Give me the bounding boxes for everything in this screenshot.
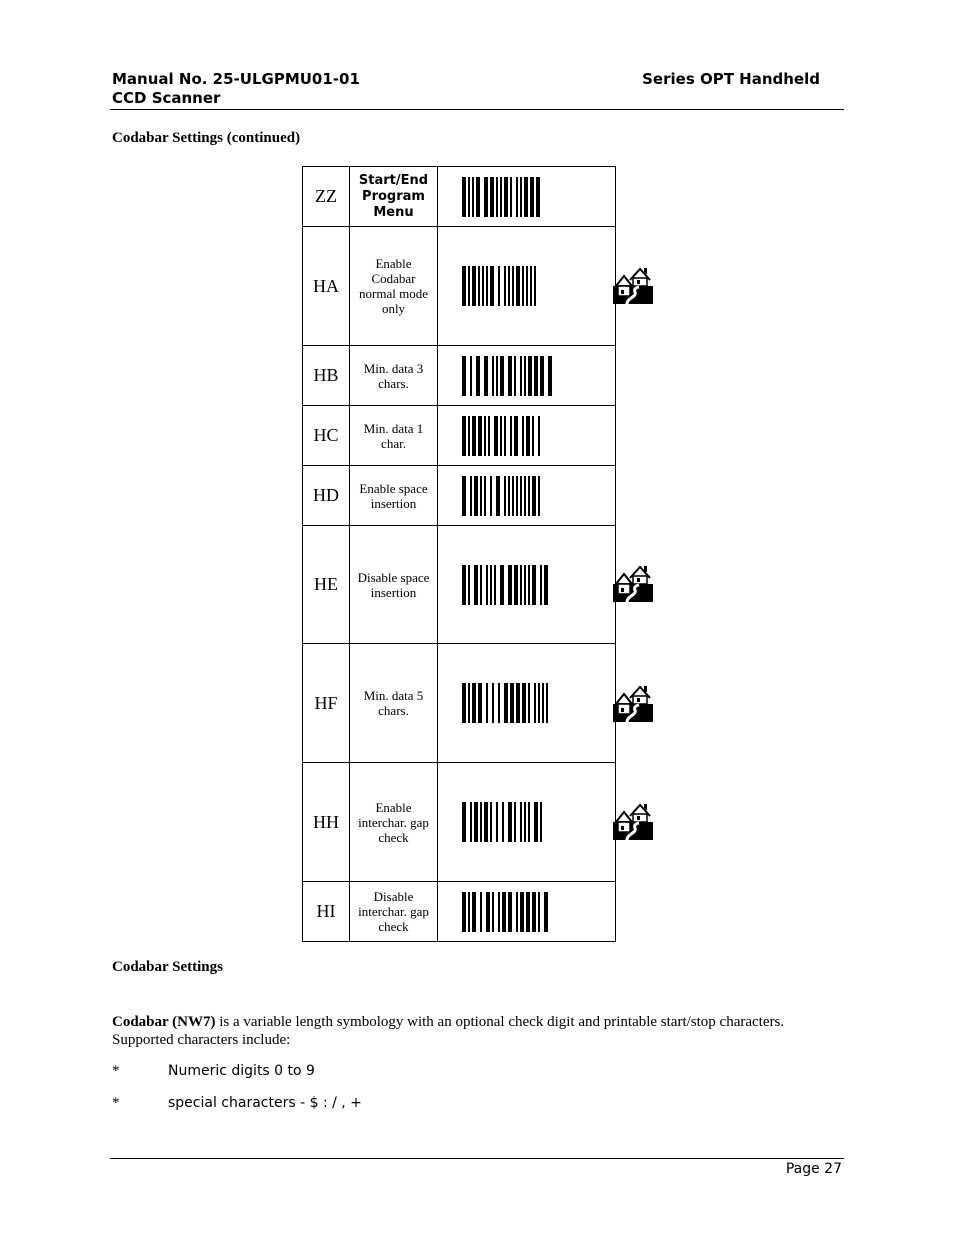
row-code: HH bbox=[303, 763, 350, 882]
table-row bbox=[303, 466, 616, 526]
barcode-bar bbox=[532, 476, 536, 516]
description-text: is a variable length symbology with an optional check digit and printable start/stop characters. Supported characters include: bbox=[112, 1014, 785, 1048]
barcode-bar bbox=[484, 356, 488, 396]
row-description: Min. data 3 chars. bbox=[350, 346, 438, 406]
row-description: Disable space insertion bbox=[350, 526, 438, 644]
barcode-bar bbox=[500, 565, 504, 605]
barcode-bar bbox=[486, 266, 488, 306]
barcode-icon bbox=[462, 177, 592, 217]
barcode-bar bbox=[484, 177, 488, 217]
barcode-icon bbox=[462, 683, 592, 723]
barcode-bar bbox=[540, 565, 542, 605]
barcode-bar bbox=[534, 266, 536, 306]
bullet-marker: * bbox=[112, 1095, 120, 1111]
barcode-bar bbox=[528, 802, 530, 842]
barcode-bar bbox=[520, 476, 522, 516]
barcode-bar bbox=[472, 892, 476, 932]
barcode-bar bbox=[480, 565, 482, 605]
barcode-cell bbox=[438, 346, 616, 406]
barcode-bar bbox=[504, 683, 508, 723]
barcode-bar bbox=[502, 802, 504, 842]
home-icon bbox=[613, 266, 653, 304]
barcode-bar bbox=[512, 476, 514, 516]
barcode-cell bbox=[438, 882, 616, 942]
barcode-icon bbox=[462, 892, 592, 932]
barcode-bar bbox=[510, 177, 512, 217]
barcode-bar bbox=[538, 683, 540, 723]
barcode-bar bbox=[508, 266, 510, 306]
barcode-bar bbox=[480, 802, 482, 842]
barcode-bar bbox=[538, 416, 540, 456]
table-row bbox=[303, 346, 616, 406]
home-icon bbox=[613, 564, 653, 602]
barcode-bar bbox=[508, 892, 512, 932]
barcode-bar bbox=[476, 356, 480, 396]
barcode-bar bbox=[476, 177, 480, 217]
barcode-bar bbox=[520, 802, 522, 842]
barcode-bar bbox=[524, 356, 526, 396]
barcode-icon bbox=[462, 802, 592, 842]
row-code: HC bbox=[303, 406, 350, 466]
barcode-bar bbox=[468, 177, 470, 217]
row-code: HE bbox=[303, 526, 350, 644]
table-row bbox=[303, 227, 616, 346]
barcode-bar bbox=[510, 683, 514, 723]
barcode-bar bbox=[524, 802, 526, 842]
barcode-bar bbox=[534, 356, 538, 396]
barcode-cell bbox=[438, 466, 616, 526]
barcode-bar bbox=[540, 356, 544, 396]
barcode-bar bbox=[520, 177, 522, 217]
barcode-bar bbox=[504, 177, 508, 217]
barcode-bar bbox=[520, 356, 522, 396]
barcode-bar bbox=[528, 683, 530, 723]
barcode-bar bbox=[474, 802, 478, 842]
barcode-bar bbox=[462, 802, 466, 842]
barcode-cell bbox=[438, 644, 616, 763]
barcode-bar bbox=[522, 266, 524, 306]
barcode-bar bbox=[524, 476, 526, 516]
barcode-bar bbox=[494, 416, 498, 456]
barcode-icon bbox=[462, 416, 592, 456]
row-description: Enable space insertion bbox=[350, 466, 438, 526]
table-row bbox=[303, 882, 616, 942]
barcode-bar bbox=[540, 802, 542, 842]
barcode-bar bbox=[486, 892, 490, 932]
barcode-bar bbox=[496, 476, 500, 516]
barcode-bar bbox=[524, 177, 528, 217]
barcode-bar bbox=[496, 177, 498, 217]
table-row bbox=[303, 406, 616, 466]
row-description: Min. data 5 chars. bbox=[350, 644, 438, 763]
barcode-bar bbox=[462, 266, 466, 306]
barcode-bar bbox=[472, 177, 474, 217]
barcode-bar bbox=[544, 892, 548, 932]
barcode-bar bbox=[468, 266, 470, 306]
table-row bbox=[303, 526, 616, 644]
barcode-bar bbox=[490, 476, 492, 516]
barcode-cell bbox=[438, 227, 616, 346]
page-number: Page 27 bbox=[785, 1161, 842, 1177]
barcode-bar bbox=[478, 416, 482, 456]
barcode-bar bbox=[530, 266, 532, 306]
barcode-cell bbox=[438, 526, 616, 644]
table-row bbox=[303, 644, 616, 763]
row-code: HD bbox=[303, 466, 350, 526]
barcode-bar bbox=[500, 177, 502, 217]
barcode-bar bbox=[500, 356, 504, 396]
barcode-bar bbox=[544, 565, 548, 605]
barcode-bar bbox=[462, 356, 466, 396]
barcode-icon bbox=[462, 476, 592, 516]
barcode-bar bbox=[500, 416, 502, 456]
barcode-bar bbox=[490, 565, 492, 605]
barcode-bar bbox=[462, 476, 466, 516]
barcode-bar bbox=[462, 416, 466, 456]
barcode-bar bbox=[472, 416, 476, 456]
description-term: Codabar (NW7) bbox=[112, 1014, 216, 1030]
barcode-bar bbox=[474, 565, 478, 605]
barcode-bar bbox=[538, 892, 540, 932]
barcode-bar bbox=[538, 476, 540, 516]
barcode-bar bbox=[490, 266, 494, 306]
barcode-bar bbox=[514, 802, 516, 842]
barcode-bar bbox=[510, 416, 512, 456]
barcode-bar bbox=[492, 892, 494, 932]
barcode-bar bbox=[546, 683, 548, 723]
barcode-bar bbox=[536, 177, 540, 217]
barcode-bar bbox=[490, 177, 494, 217]
row-code: HI bbox=[303, 882, 350, 942]
barcode-bar bbox=[492, 356, 494, 396]
row-code: HF bbox=[303, 644, 350, 763]
barcode-bar bbox=[462, 177, 466, 217]
barcode-bar bbox=[516, 683, 520, 723]
barcode-bar bbox=[472, 683, 476, 723]
barcode-icon bbox=[462, 565, 592, 605]
barcode-bar bbox=[514, 416, 518, 456]
barcode-bar bbox=[508, 476, 510, 516]
row-description: Enable interchar. gap check bbox=[350, 763, 438, 882]
row-description: Min. data 1 char. bbox=[350, 406, 438, 466]
description-paragraph bbox=[112, 1013, 832, 1049]
barcode-bar bbox=[496, 356, 498, 396]
barcode-bar bbox=[516, 476, 518, 516]
barcode-bar bbox=[484, 416, 486, 456]
barcode-bar bbox=[522, 416, 524, 456]
row-description: Enable Codabar normal mode only bbox=[350, 227, 438, 346]
barcode-bar bbox=[504, 266, 506, 306]
barcode-icon bbox=[462, 356, 592, 396]
barcode-bar bbox=[468, 683, 470, 723]
barcode-bar bbox=[526, 892, 530, 932]
barcode-cell bbox=[438, 167, 616, 227]
barcode-cell bbox=[438, 763, 616, 882]
barcode-bar bbox=[532, 416, 534, 456]
barcode-bar bbox=[462, 565, 466, 605]
barcode-bar bbox=[478, 683, 482, 723]
barcode-bar bbox=[520, 892, 524, 932]
barcode-bar bbox=[472, 266, 476, 306]
home-icon bbox=[613, 802, 653, 840]
row-description: Start/End Program Menu bbox=[350, 167, 438, 227]
barcode-bar bbox=[494, 565, 496, 605]
barcode-bar bbox=[478, 266, 480, 306]
barcode-bar bbox=[498, 266, 500, 306]
barcode-bar bbox=[526, 416, 530, 456]
bullet-text: Numeric digits 0 to 9 bbox=[168, 1063, 315, 1079]
barcode-bar bbox=[498, 683, 500, 723]
section-continued-title: Codabar Settings (continued) bbox=[112, 130, 301, 146]
barcode-bar bbox=[514, 565, 518, 605]
barcode-bar bbox=[504, 416, 506, 456]
barcode-bar bbox=[528, 356, 532, 396]
barcode-bar bbox=[470, 476, 472, 516]
barcode-bar bbox=[482, 266, 484, 306]
barcode-bar bbox=[462, 683, 466, 723]
product-name: CCD Scanner bbox=[112, 89, 221, 107]
bullet-marker: * bbox=[112, 1063, 120, 1079]
barcode-bar bbox=[462, 892, 466, 932]
barcode-bar bbox=[488, 416, 490, 456]
barcode-bar bbox=[508, 356, 512, 396]
barcode-bar bbox=[486, 683, 488, 723]
barcode-bar bbox=[502, 892, 506, 932]
barcode-bar bbox=[520, 565, 522, 605]
barcode-bar bbox=[508, 565, 512, 605]
footer-rule bbox=[110, 1158, 844, 1159]
barcode-bar bbox=[468, 565, 470, 605]
barcode-bar bbox=[548, 356, 552, 396]
barcode-bar bbox=[522, 683, 526, 723]
row-code: HB bbox=[303, 346, 350, 406]
barcode-bar bbox=[484, 476, 486, 516]
barcode-bar bbox=[532, 892, 536, 932]
bullet-text: special characters - $ : / , + bbox=[168, 1095, 362, 1111]
section-title: Codabar Settings bbox=[112, 959, 223, 975]
barcode-bar bbox=[468, 892, 470, 932]
barcode-bar bbox=[508, 802, 512, 842]
header-rule bbox=[110, 109, 844, 110]
barcode-bar bbox=[516, 177, 518, 217]
row-description: Disable interchar. gap check bbox=[350, 882, 438, 942]
barcode-bar bbox=[524, 565, 526, 605]
row-code: ZZ bbox=[303, 167, 350, 227]
barcode-bar bbox=[480, 476, 482, 516]
barcode-table bbox=[302, 166, 616, 942]
barcode-bar bbox=[504, 476, 506, 516]
table-row bbox=[303, 167, 616, 227]
manual-number: Manual No. 25-ULGPMU01-01 bbox=[112, 70, 360, 88]
barcode-bar bbox=[514, 356, 516, 396]
barcode-bar bbox=[470, 802, 472, 842]
barcode-cell bbox=[438, 406, 616, 466]
barcode-bar bbox=[516, 892, 518, 932]
barcode-bar bbox=[526, 266, 528, 306]
barcode-bar bbox=[474, 476, 478, 516]
barcode-bar bbox=[484, 802, 488, 842]
barcode-bar bbox=[468, 416, 470, 456]
series-name: Series OPT Handheld bbox=[642, 70, 820, 88]
barcode-bar bbox=[528, 565, 530, 605]
barcode-bar bbox=[512, 266, 514, 306]
barcode-bar bbox=[528, 476, 530, 516]
barcode-bar bbox=[532, 565, 536, 605]
barcode-bar bbox=[516, 266, 520, 306]
barcode-bar bbox=[542, 683, 544, 723]
barcode-bar bbox=[490, 802, 492, 842]
barcode-bar bbox=[498, 892, 500, 932]
row-code: HA bbox=[303, 227, 350, 346]
barcode-bar bbox=[480, 892, 482, 932]
home-icon bbox=[613, 684, 653, 722]
barcode-bar bbox=[492, 683, 494, 723]
barcode-bar bbox=[534, 683, 536, 723]
table-row bbox=[303, 763, 616, 882]
barcode-bar bbox=[534, 802, 538, 842]
barcode-bar bbox=[496, 802, 498, 842]
barcode-icon bbox=[462, 266, 592, 306]
barcode-bar bbox=[530, 177, 534, 217]
barcode-bar bbox=[470, 356, 472, 396]
barcode-bar bbox=[486, 565, 488, 605]
